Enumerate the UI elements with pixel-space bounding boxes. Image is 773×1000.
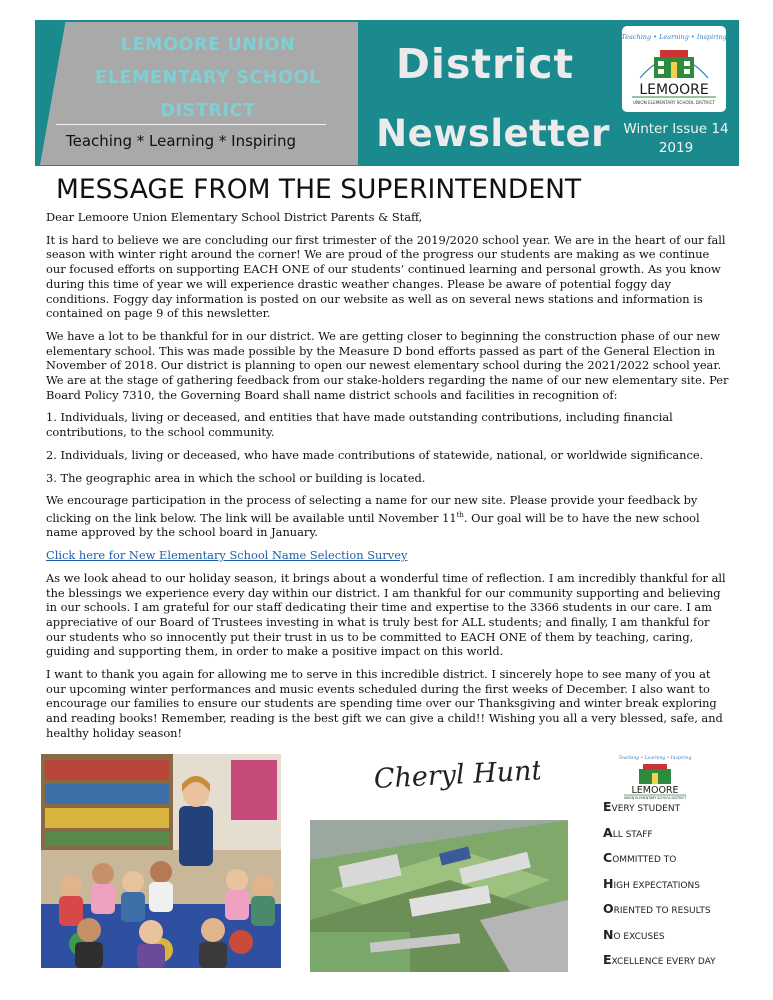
newsletter-title-newsletter: Newsletter — [376, 112, 610, 155]
small-logo-subtitle: UNION ELEMENTARY SCHOOL DISTRICT — [623, 796, 687, 800]
criteria-item-1: 1. Individuals, living or deceased, and entities that have made outstanding contributions, including financial contributions, to the school community. — [46, 410, 673, 440]
small-logo-top-text: Teaching • Learning • Inspiring — [618, 756, 692, 761]
superintendent-message — [46, 210, 730, 749]
acronym-row: COMMITTED TO — [603, 850, 677, 865]
each-one-acronym — [603, 794, 763, 973]
newsletter-title-district: District — [395, 40, 575, 88]
district-name-line-1: LEMOORE UNION — [120, 35, 296, 55]
acronym-row: EVERY STUDENT — [603, 799, 681, 814]
issue-number: Winter Issue 14 — [623, 121, 729, 137]
acronym-row: ORIENTED TO RESULTS — [603, 901, 711, 916]
criteria-item-3: 3. The geographic area in which the school or building is located. — [46, 470, 426, 485]
header-divider — [56, 124, 326, 125]
tagline: Teaching * Learning * Inspiring — [66, 132, 296, 150]
paragraph-5: I want to thank you again for allowing me to serve in this incredible district. I sincerely hope to see many of you at our upcoming winter performances and music events scheduled during the first weeks of December. I also want to encourage our families to ensure our students are spending time over our Thanksgiving and winter break exploring and reading books! Remember, reading is the best gift we can give a child!! Wishing you all a very blessed, safe, and healthy holiday season! — [46, 667, 723, 740]
signature-text: Cheryl Hunt — [373, 755, 540, 795]
logo-name: LEMOORE — [639, 82, 709, 98]
district-name — [70, 29, 346, 128]
issue-info — [620, 120, 732, 158]
signature-image — [370, 750, 540, 806]
small-logo-name: LEMOORE — [631, 785, 679, 796]
page-heading: MESSAGE FROM THE SUPERINTENDENT — [56, 174, 582, 205]
superintendent-signature — [370, 750, 540, 806]
district-logo-icon — [622, 26, 726, 112]
acronym-row: ALL STAFF — [603, 824, 653, 840]
district-logo — [622, 26, 726, 112]
paragraph-1: It is hard to believe we are concluding our first trimester of the 2019/2020 school year. We are in the heart of our fall season with winter right around the corner! We are proud of the progress our students are making as we continue our focused efforts on supporting EACH ONE of our students’ continued learning and personal growth. As you know during this time of year we will experience drastic weather changes. Please be aware of potential foggy day conditions. Foggy day information is posted on our website as well as on several news stations and information is contained on page 9 of this newsletter. — [46, 232, 726, 321]
classroom-photo — [41, 754, 281, 968]
acronym-row: HIGH EXPECTATIONS — [603, 875, 700, 891]
salutation: Dear Lemoore Union Elementary School District Parents & Staff, — [46, 210, 423, 224]
logo-top-text: Teaching • Learning • Inspiring — [622, 33, 726, 41]
paragraph-4: As we look ahead to our holiday season, it brings about a wonderful time of reflection. I am incredibly thankful for all the blessings we experience every day within our district. I am thankful for our community supporting and believing in our schools. I am grateful for our staff dedicating their time and expertise to the 3366 students in our care. I am appreciative of our Board of Trustees investing in what is truly best for ALL students; and finally, I am thankful for our students who so innocently put their trust in us to be committed to EACH ONE of them by teaching, caring, guiding and supporting them, in order to make a positive impact on this world. — [46, 570, 726, 659]
issue-year: 2019 — [658, 140, 694, 156]
logo-subtitle: UNION ELEMENTARY SCHOOL DISTRICT — [632, 100, 716, 105]
date-suffix: th — [456, 510, 464, 519]
criteria-item-2: 2. Individuals, living or deceased, who have made contributions of statewide, national, or worldwide significance. — [46, 447, 704, 462]
survey-link[interactable]: Click here for New Elementary School Name Selection Survey — [46, 548, 408, 563]
acronym-row: EXCELLENCE EVERY DAY — [603, 952, 716, 967]
classroom-photo-image — [41, 754, 281, 968]
paragraph-3-start: We encourage participation in the process of selecting a name for our new site. Please provide your feedback by clicking on the link below. The link will be available until November 11 — [46, 493, 698, 525]
paragraph-3-end: . Our goal will be to have the new school name approved by the school board in January. — [46, 510, 700, 540]
paragraph-2: We have a lot to be thankful for in our district. We are getting closer to beginning the construction phase of our new elementary school. This was made possible by the Measure D bond efforts passed as part of the General Election in November of 2018. Our district is planning to open our newest elementary school during the 2021/2022 school year. We are at the stage of gathering feedback from our stake-holders regarding the name of our new elementary site. Per Board Policy 7310, the Governing Board shall name district schools and facilities in recognition of: — [46, 328, 729, 402]
new-school-rendering-image — [310, 820, 568, 972]
acronym-row: NO EXCUSES — [603, 926, 665, 942]
paragraph-3 — [46, 493, 730, 540]
district-name-line-3: DISTRICT — [160, 101, 256, 121]
new-school-rendering — [310, 820, 568, 972]
district-name-line-2: ELEMENTARY SCHOOL — [95, 68, 321, 88]
